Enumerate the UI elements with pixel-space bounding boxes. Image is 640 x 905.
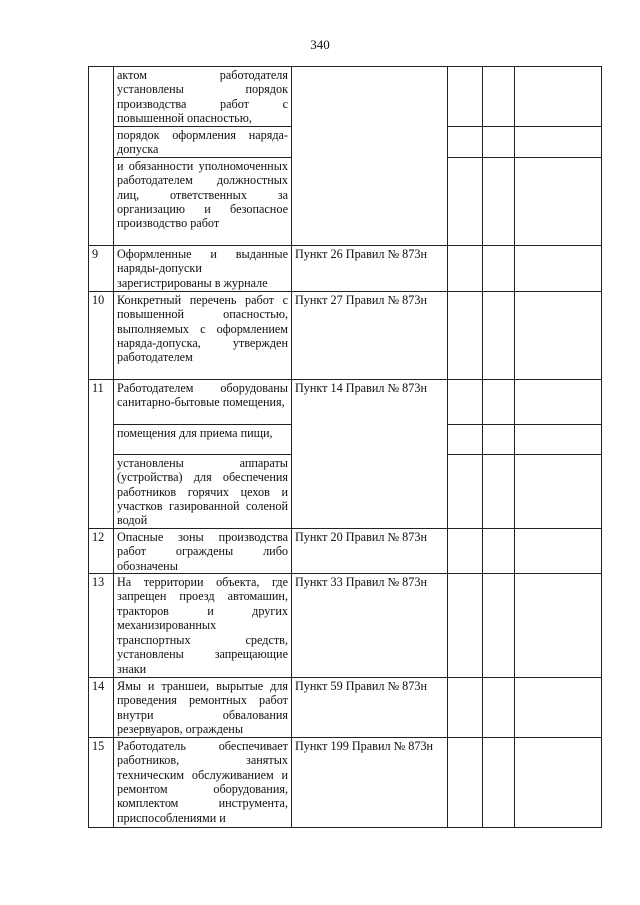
table-row bbox=[89, 678, 602, 738]
check-cell-yes[interactable] bbox=[448, 127, 483, 158]
requirement-text: Ямы и траншеи, вырытые для проведения ремонтных работ внутри обвалования резервуаров, ограждены bbox=[114, 678, 292, 738]
requirements-table bbox=[88, 66, 602, 828]
check-cell-yes[interactable] bbox=[448, 528, 483, 573]
legal-reference: Пункт 20 Правил № 873н bbox=[292, 528, 448, 573]
check-cell-yes[interactable] bbox=[448, 678, 483, 738]
legal-reference: Пункт 26 Правил № 873н bbox=[292, 245, 448, 291]
check-cell-no[interactable] bbox=[483, 127, 515, 158]
check-cell-no[interactable] bbox=[483, 678, 515, 738]
notes-cell[interactable] bbox=[515, 379, 602, 424]
table-row bbox=[89, 737, 602, 827]
check-cell-no[interactable] bbox=[483, 291, 515, 379]
item-number bbox=[89, 67, 114, 246]
notes-cell[interactable] bbox=[515, 678, 602, 738]
check-cell-yes[interactable] bbox=[448, 67, 483, 127]
item-number: 14 bbox=[89, 678, 114, 738]
notes-cell[interactable] bbox=[515, 67, 602, 127]
legal-reference: Пункт 199 Правил № 873н bbox=[292, 737, 448, 827]
check-cell-yes[interactable] bbox=[448, 291, 483, 379]
requirement-text: Конкретный перечень работ с повышенной опасностью, выполняемых с оформлением наряда-допуска, утвержден работодателем bbox=[114, 291, 292, 379]
item-number: 12 bbox=[89, 528, 114, 573]
notes-cell[interactable] bbox=[515, 157, 602, 245]
requirement-text: Оформленные и выданные наряды-допуски зарегистрированы в журнале bbox=[114, 245, 292, 291]
notes-cell[interactable] bbox=[515, 528, 602, 573]
notes-cell[interactable] bbox=[515, 737, 602, 827]
notes-cell[interactable] bbox=[515, 127, 602, 158]
notes-cell[interactable] bbox=[515, 291, 602, 379]
item-number: 11 bbox=[89, 379, 114, 528]
item-number: 15 bbox=[89, 737, 114, 827]
check-cell-yes[interactable] bbox=[448, 245, 483, 291]
legal-reference bbox=[292, 67, 448, 246]
notes-cell[interactable] bbox=[515, 454, 602, 528]
item-number: 13 bbox=[89, 574, 114, 678]
requirement-text: помещения для приема пищи, bbox=[114, 424, 292, 454]
check-cell-no[interactable] bbox=[483, 528, 515, 573]
check-cell-no[interactable] bbox=[483, 737, 515, 827]
requirement-text: порядок оформления наряда-допуска bbox=[114, 127, 292, 158]
notes-cell[interactable] bbox=[515, 245, 602, 291]
table-row bbox=[89, 67, 602, 127]
table-row bbox=[89, 245, 602, 291]
requirement-text: актом работодателя установлены порядок производства работ с повышенной опасностью, bbox=[114, 67, 292, 127]
table-row bbox=[89, 528, 602, 573]
check-cell-no[interactable] bbox=[483, 574, 515, 678]
item-number: 9 bbox=[89, 245, 114, 291]
check-cell-yes[interactable] bbox=[448, 574, 483, 678]
check-cell-no[interactable] bbox=[483, 157, 515, 245]
requirement-text: Работодателем оборудованы санитарно-бытовые помещения, bbox=[114, 379, 292, 424]
table-row bbox=[89, 291, 602, 379]
check-cell-no[interactable] bbox=[483, 67, 515, 127]
notes-cell[interactable] bbox=[515, 574, 602, 678]
check-cell-no[interactable] bbox=[483, 454, 515, 528]
requirement-text: Работодатель обеспечивает работников, занятых техническим обслуживанием и ремонтом оборудования, комплектом инструмента, приспособлениями и bbox=[114, 737, 292, 827]
legal-reference: Пункт 14 Правил № 873н bbox=[292, 379, 448, 528]
legal-reference: Пункт 27 Правил № 873н bbox=[292, 291, 448, 379]
requirement-text: и обязанности уполномоченных работодателем должностных лиц, ответственных за организацию и безопасное производство работ bbox=[114, 157, 292, 245]
item-number: 10 bbox=[89, 291, 114, 379]
requirement-text: Опасные зоны производства работ ограждены либо обозначены bbox=[114, 528, 292, 573]
table-row bbox=[89, 379, 602, 424]
check-cell-no[interactable] bbox=[483, 424, 515, 454]
check-cell-yes[interactable] bbox=[448, 454, 483, 528]
legal-reference: Пункт 33 Правил № 873н bbox=[292, 574, 448, 678]
page-number: 340 bbox=[310, 37, 330, 52]
requirement-text: установлены аппараты (устройства) для обеспечения работников горячих цехов и участков газированной соленой водой bbox=[114, 454, 292, 528]
table-row bbox=[89, 574, 602, 678]
check-cell-no[interactable] bbox=[483, 245, 515, 291]
legal-reference: Пункт 59 Правил № 873н bbox=[292, 678, 448, 738]
check-cell-yes[interactable] bbox=[448, 379, 483, 424]
notes-cell[interactable] bbox=[515, 424, 602, 454]
check-cell-yes[interactable] bbox=[448, 737, 483, 827]
check-cell-no[interactable] bbox=[483, 379, 515, 424]
check-cell-yes[interactable] bbox=[448, 157, 483, 245]
requirement-text: На территории объекта, где запрещен проезд автомашин, тракторов и других механизированных транспортных средств, установлены запрещающие знаки bbox=[114, 574, 292, 678]
check-cell-yes[interactable] bbox=[448, 424, 483, 454]
